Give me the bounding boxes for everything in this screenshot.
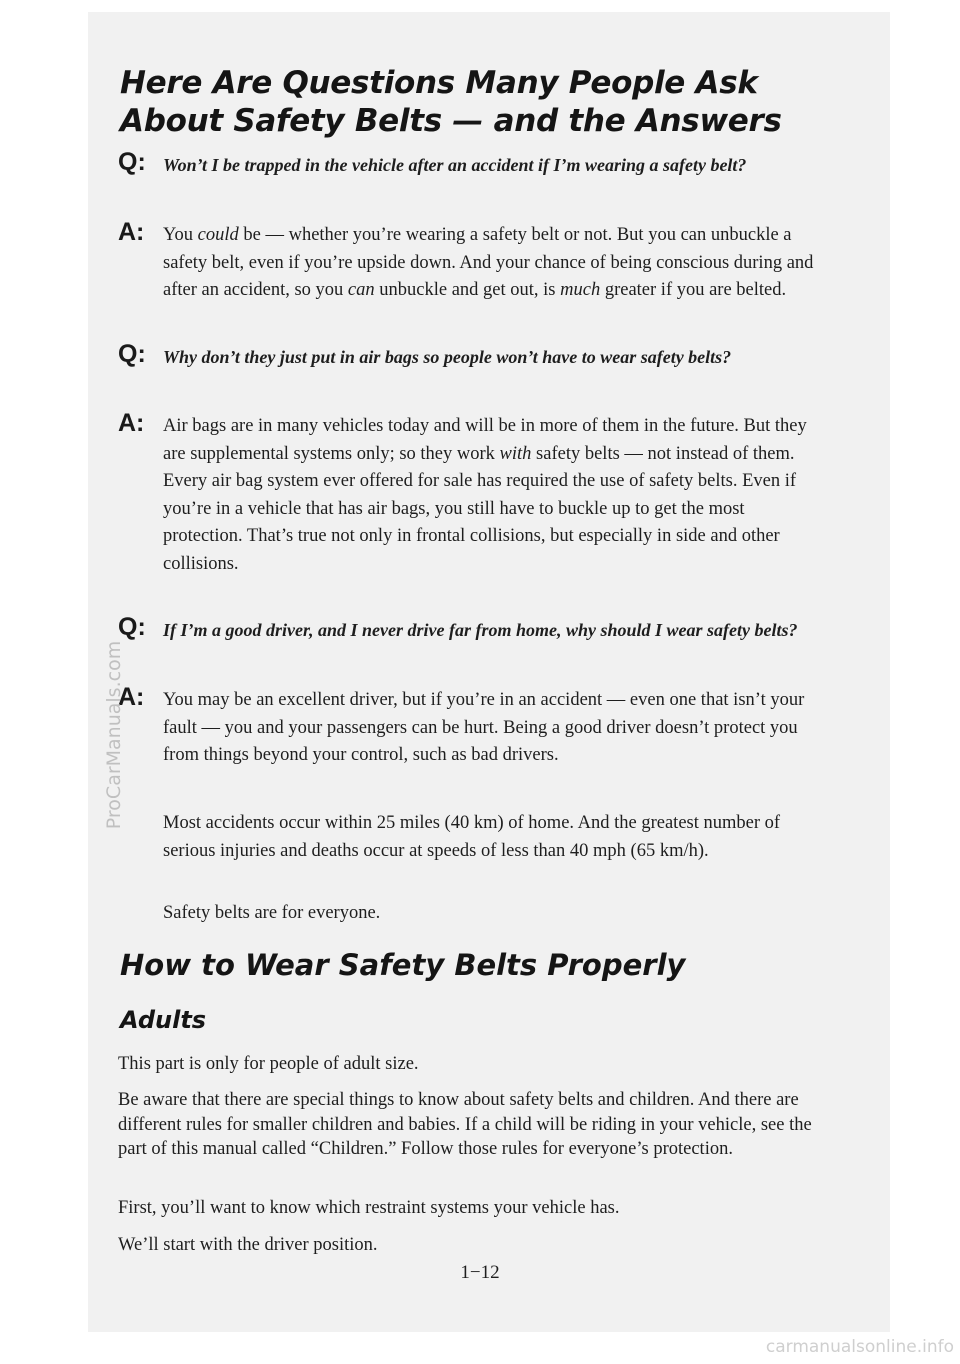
body-paragraph-1: This part is only for people of adult size. bbox=[118, 1054, 419, 1074]
section-heading: How to Wear Safety Belts Properly bbox=[120, 948, 686, 982]
emphasis-text: can bbox=[347, 280, 375, 300]
answer-text bbox=[163, 413, 818, 578]
answer-3 bbox=[118, 683, 818, 770]
footer-watermark: carmanualsonline.info bbox=[765, 1337, 954, 1357]
question-text: Won’t I be trapped in the vehicle after an accident if I’m wearing a safety belt? bbox=[163, 155, 747, 175]
subsection-heading: Adults bbox=[120, 1006, 207, 1034]
body-paragraph-2: Be aware that there are special things to know about safety belts and children. And there are different rules for smaller children and babies. If a child will be riding in your vehicle, see the part of this manual called “Children.” Follow those rules for everyone’s protection. bbox=[118, 1090, 812, 1159]
text-run: unbuckle and get out, is bbox=[374, 280, 561, 300]
text-run: You bbox=[163, 225, 198, 245]
page-heading: Here Are Questions Many People Ask About Safety Belts — and the Answers bbox=[120, 65, 782, 139]
question-text: If I’m a good driver, and I never drive far from home, why should I wear safety belts? bbox=[163, 620, 798, 640]
answer-marker: A: bbox=[118, 683, 145, 711]
emphasis-text: much bbox=[560, 280, 601, 300]
question-1 bbox=[118, 148, 818, 180]
paragraph-belts-for-everyone: Safety belts are for everyone. bbox=[163, 903, 381, 923]
answer-text bbox=[163, 687, 818, 770]
side-watermark: ProCarManuals.com bbox=[103, 640, 125, 830]
text-run: Air bags are in many vehicles today and will be in more of them in the future. But they are supplemental systems only; so they work bbox=[163, 416, 807, 464]
text-run: be — whether you’re wearing a safety belt or not. But you can unbuckle a safety belt, even if you’re upside down. And your chance of being conscious during and after an accident, so you bbox=[163, 225, 814, 300]
emphasis-text: with bbox=[499, 443, 532, 464]
question-marker: Q: bbox=[118, 340, 146, 368]
question-marker: Q: bbox=[118, 148, 146, 176]
answer-marker: A: bbox=[118, 409, 145, 437]
body-paragraph-4: We’ll start with the driver position. bbox=[118, 1235, 378, 1255]
page-number: 1−12 bbox=[460, 1262, 500, 1283]
paragraph-accidents-near-home: Most accidents occur within 25 miles (40 km) of home. And the greatest number of serious injuries and deaths occur at speeds of less than 40 mph (65 km/h). bbox=[163, 813, 781, 861]
question-text: Why don’t they just put in air bags so people won’t have to wear safety belts? bbox=[163, 347, 732, 367]
answer-text bbox=[163, 222, 818, 305]
text-run: greater if you are belted. bbox=[600, 280, 787, 300]
question-marker: Q: bbox=[118, 613, 146, 641]
question-3 bbox=[118, 613, 818, 645]
answer-2 bbox=[118, 409, 818, 578]
answer-1 bbox=[118, 218, 818, 305]
text-run: You may be an excellent driver, but if you’re in an accident — even one that isn’t your fault — you and your passengers can be hurt. Being a good driver doesn’t protect you from things beyond your control, such as bad drivers. bbox=[163, 690, 805, 765]
question-2 bbox=[118, 340, 818, 372]
body-paragraph-3: First, you’ll want to know which restraint systems your vehicle has. bbox=[118, 1198, 620, 1218]
answer-marker: A: bbox=[118, 218, 145, 246]
text-run: safety belts — not instead of them. Every air bag system ever offered for sale has required the use of safety belts. Even if you’re in a vehicle that has air bags, you still have to buckle up to get the most protection. That’s true not only in frontal collisions, but especially in side and other collisions. bbox=[163, 443, 797, 574]
emphasis-text: could bbox=[197, 225, 239, 245]
